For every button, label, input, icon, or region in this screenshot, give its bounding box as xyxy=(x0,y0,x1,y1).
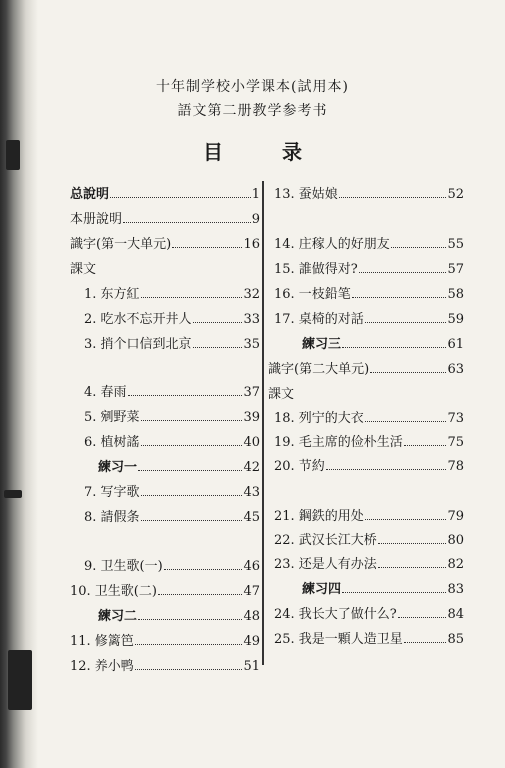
toc-entry xyxy=(84,333,260,353)
book-series-title: 十年制学校小学课本(試用本) xyxy=(156,79,349,95)
toc-entry xyxy=(98,605,260,625)
dot-leader xyxy=(193,313,243,323)
toc-entry-title: 練习二 xyxy=(98,609,138,624)
toc-entry-title: 練习四 xyxy=(302,582,342,597)
toc-entry-page: 49 xyxy=(243,634,260,649)
page-title: 目 录 xyxy=(203,140,328,164)
dot-leader xyxy=(404,633,447,643)
dot-leader xyxy=(378,558,447,568)
toc-entry xyxy=(302,578,464,598)
toc-entry-page: 59 xyxy=(447,312,464,327)
toc-entry-page: 45 xyxy=(243,510,260,525)
toc-entry-title: 18. 列宁的大衣 xyxy=(274,411,364,426)
toc-entry-title: 19. 毛主席的俭朴生活 xyxy=(274,435,403,450)
dot-leader xyxy=(141,436,243,446)
dot-leader xyxy=(138,461,242,471)
dot-leader xyxy=(398,608,447,618)
toc-entry-title: 15. 誰做得对? xyxy=(274,262,358,277)
dot-leader xyxy=(342,338,446,348)
toc-entry-title: 課文 xyxy=(70,262,97,277)
dot-leader xyxy=(339,188,447,198)
toc-entry-title: 14. 庄稼人的好朋友 xyxy=(274,237,390,252)
toc-entry-page: 61 xyxy=(447,337,464,352)
dot-leader xyxy=(352,288,447,298)
toc-entry-page: 75 xyxy=(447,435,464,450)
toc-entry xyxy=(274,308,464,328)
toc-entry-title: 識字(第一大单元) xyxy=(70,237,172,252)
dot-leader xyxy=(326,460,447,470)
toc-entry xyxy=(302,333,464,353)
toc-entry-page: 80 xyxy=(447,533,464,548)
dot-leader xyxy=(365,412,447,422)
toc-entry-title: 6. 植树謠 xyxy=(84,435,140,450)
toc-entry xyxy=(274,529,464,549)
toc-entry-page: 51 xyxy=(243,659,260,674)
edge-stain xyxy=(4,490,22,498)
toc-entry-title: 17. 桌椅的对話 xyxy=(274,312,364,327)
toc-entry-page: 39 xyxy=(243,410,260,425)
dot-leader xyxy=(141,511,243,521)
toc-entry-title: 課文 xyxy=(268,387,295,402)
toc-entry-title: 練习三 xyxy=(302,337,342,352)
dot-leader xyxy=(135,660,243,670)
dot-leader xyxy=(391,238,447,248)
toc-section-heading xyxy=(70,258,260,278)
toc-entry-title: 8. 請假条 xyxy=(84,510,140,525)
toc-entry-title: 5. 剜野菜 xyxy=(84,410,140,425)
toc-entry xyxy=(84,506,260,526)
toc-entry xyxy=(84,555,260,575)
toc-entry-title: 23. 还是人有办法 xyxy=(274,557,377,572)
dot-leader xyxy=(141,486,243,496)
toc-entry-title: 練习一 xyxy=(98,460,138,475)
toc-entry-page: 55 xyxy=(447,237,464,252)
toc-entry xyxy=(274,183,464,203)
toc-entry-page: 32 xyxy=(243,287,260,302)
toc-entry-page: 85 xyxy=(447,632,464,647)
dot-leader xyxy=(158,585,243,595)
toc-entry xyxy=(274,455,464,475)
toc-entry-title: 25. 我是一顆人造卫星 xyxy=(274,632,403,647)
toc-entry-title: 22. 武汉长江大桥 xyxy=(274,533,377,548)
toc-entry-title: 4. 春雨 xyxy=(84,385,127,400)
edge-stain xyxy=(8,650,32,710)
toc-entry-page: 37 xyxy=(243,385,260,400)
toc-entry xyxy=(84,283,260,303)
toc-entry-title: 20. 节約 xyxy=(274,459,325,474)
toc-entry-page: 73 xyxy=(447,411,464,426)
toc-entry-page: 46 xyxy=(243,559,260,574)
dot-leader xyxy=(378,534,447,544)
toc-entry-page: 57 xyxy=(447,262,464,277)
dot-leader xyxy=(172,238,242,248)
toc-entry-title: 总說明 xyxy=(70,187,110,202)
dot-leader xyxy=(110,188,251,198)
toc-entry xyxy=(84,481,260,501)
toc-entry-page: 43 xyxy=(243,485,260,500)
dot-leader xyxy=(135,635,243,645)
toc-entry xyxy=(70,208,260,228)
column-divider xyxy=(262,181,264,665)
toc-entry-title: 11. 修篱笆 xyxy=(70,634,134,649)
toc-entry-page: 40 xyxy=(243,435,260,450)
toc-entry xyxy=(70,183,260,203)
dot-leader xyxy=(359,263,447,273)
toc-entry-page: 52 xyxy=(447,187,464,202)
dot-leader xyxy=(123,213,251,223)
toc-entry-page: 58 xyxy=(447,287,464,302)
toc-entry-page: 83 xyxy=(447,582,464,597)
toc-entry-page: 48 xyxy=(243,609,260,624)
dot-leader xyxy=(193,338,243,348)
dot-leader xyxy=(141,411,243,421)
toc-entry-page: 84 xyxy=(447,607,464,622)
toc-entry xyxy=(274,283,464,303)
toc-entry xyxy=(70,233,260,253)
toc-entry-page: 78 xyxy=(447,459,464,474)
dot-leader xyxy=(370,363,446,373)
toc-entry-page: 9 xyxy=(251,212,260,227)
toc-entry-page: 79 xyxy=(447,509,464,524)
dot-leader xyxy=(342,583,446,593)
toc-section-heading xyxy=(268,383,464,403)
toc-entry xyxy=(274,603,464,623)
toc-entry-title: 3. 捎个口信到北京 xyxy=(84,337,192,352)
toc-entry xyxy=(84,381,260,401)
dot-leader xyxy=(365,510,447,520)
toc-entry xyxy=(84,406,260,426)
toc-entry-page: 47 xyxy=(243,584,260,599)
toc-entry-title: 10. 卫生歌(二) xyxy=(70,584,157,599)
toc-entry-title: 13. 蚕姑娘 xyxy=(274,187,338,202)
book-volume-title: 語文第二册教学参考书 xyxy=(177,103,328,119)
toc-entry-title: 識字(第二大单元) xyxy=(268,362,370,377)
toc-entry-title: 2. 吃水不忘开井人 xyxy=(84,312,192,327)
dot-leader xyxy=(404,436,447,446)
toc-entry xyxy=(268,358,464,378)
dot-leader xyxy=(128,386,243,396)
toc-entry-page: 35 xyxy=(243,337,260,352)
toc-entry xyxy=(274,233,464,253)
toc-entry xyxy=(274,628,464,648)
toc-entry xyxy=(274,258,464,278)
toc-entry xyxy=(274,407,464,427)
toc-entry-title: 21. 鋼鉄的用处 xyxy=(274,509,364,524)
toc-entry xyxy=(70,580,260,600)
toc-entry-title: 12. 养小鸭 xyxy=(70,659,134,674)
dot-leader xyxy=(141,288,243,298)
toc-entry-page: 16 xyxy=(243,237,260,252)
toc-entry xyxy=(70,655,260,675)
toc-entry-title: 7. 写字歌 xyxy=(84,485,140,500)
toc-entry-page: 63 xyxy=(447,362,464,377)
toc-entry-title: 16. 一枝鉛笔 xyxy=(274,287,351,302)
toc-entry-title: 本册說明 xyxy=(70,212,123,227)
toc-entry xyxy=(70,630,260,650)
toc-entry xyxy=(274,553,464,573)
toc-entry-page: 1 xyxy=(251,187,260,202)
toc-entry xyxy=(84,308,260,328)
dot-leader xyxy=(164,560,243,570)
toc-entry-page: 82 xyxy=(447,557,464,572)
toc-entry xyxy=(98,456,260,476)
toc-entry xyxy=(84,431,260,451)
toc-entry-title: 1. 东方紅 xyxy=(84,287,140,302)
dot-leader xyxy=(365,313,447,323)
toc-entry-title: 9. 卫生歌(一) xyxy=(84,559,163,574)
toc-entry xyxy=(274,505,464,525)
toc-entry-page: 33 xyxy=(243,312,260,327)
toc-entry-page: 42 xyxy=(243,460,260,475)
toc-entry-title: 24. 我长大了做什么? xyxy=(274,607,397,622)
dot-leader xyxy=(138,610,242,620)
toc-entry xyxy=(274,431,464,451)
